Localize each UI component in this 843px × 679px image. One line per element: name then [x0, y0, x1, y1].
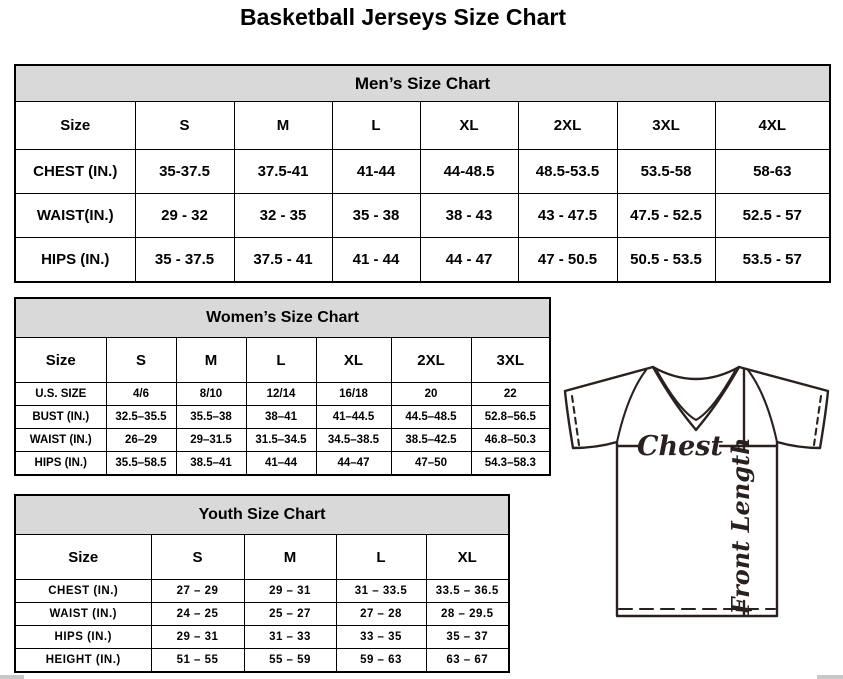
- right-armhole-seam: [748, 370, 777, 442]
- youth-column-header: XL: [426, 535, 509, 580]
- mens-size-cell: 44-48.5: [420, 150, 518, 194]
- womens-size-cell: 8/10: [176, 383, 246, 406]
- youth-size-cell: 35 – 37: [426, 626, 509, 649]
- youth-table-title: Youth Size Chart: [15, 495, 509, 535]
- womens-row-label: BUST (IN.): [15, 406, 106, 429]
- mens-size-cell: 37.5 - 41: [234, 238, 332, 283]
- womens-size-cell: 31.5–34.5: [246, 429, 316, 452]
- womens-table-title: Women’s Size Chart: [15, 298, 550, 338]
- womens-size-cell: 29–31.5: [176, 429, 246, 452]
- youth-size-header-row: [15, 535, 509, 580]
- womens-size-cell: 38.5–41: [176, 452, 246, 476]
- youth-column-header: M: [244, 535, 336, 580]
- womens-size-cell: 34.5–38.5: [316, 429, 391, 452]
- womens-size-cell: 41–44: [246, 452, 316, 476]
- womens-size-cell: 38.5–42.5: [391, 429, 471, 452]
- collar-back-arc: [653, 367, 739, 379]
- youth-table-row: [15, 649, 509, 673]
- womens-size-cell: 52.8–56.5: [471, 406, 550, 429]
- youth-column-header: S: [151, 535, 244, 580]
- youth-size-cell: 27 – 29: [151, 580, 244, 603]
- youth-column-header: Size: [15, 535, 151, 580]
- mens-size-table: [14, 64, 831, 283]
- mens-table-row: [15, 194, 830, 238]
- mens-size-cell: 29 - 32: [135, 194, 234, 238]
- womens-row-label: U.S. SIZE: [15, 383, 106, 406]
- scrollbar-fragment-left[interactable]: [0, 675, 24, 679]
- mens-size-cell: 35 - 38: [332, 194, 420, 238]
- youth-table-row: [15, 626, 509, 649]
- youth-size-cell: 55 – 59: [244, 649, 336, 673]
- womens-column-header: 3XL: [471, 338, 550, 383]
- left-cuff-dashed-line: [572, 396, 579, 445]
- womens-size-cell: 35.5–38: [176, 406, 246, 429]
- mens-size-cell: 41-44: [332, 150, 420, 194]
- womens-column-header: 2XL: [391, 338, 471, 383]
- youth-size-cell: 24 – 25: [151, 603, 244, 626]
- youth-size-cell: 27 – 28: [336, 603, 426, 626]
- mens-table-title: Men’s Size Chart: [15, 65, 830, 102]
- womens-title-row: [15, 298, 550, 338]
- womens-size-cell: 22: [471, 383, 550, 406]
- womens-column-header: L: [246, 338, 316, 383]
- mens-size-cell: 52.5 - 57: [715, 194, 830, 238]
- page-title: Basketball Jerseys Size Chart: [239, 4, 566, 30]
- mens-size-cell: 32 - 35: [234, 194, 332, 238]
- womens-size-cell: 44–47: [316, 452, 391, 476]
- youth-size-cell: 31 – 33.5: [336, 580, 426, 603]
- mens-size-cell: 53.5-58: [617, 150, 715, 194]
- front-length-label: Front Length: [726, 437, 755, 615]
- jersey-outline: [565, 367, 828, 616]
- womens-size-cell: 46.8–50.3: [471, 429, 550, 452]
- youth-title-row: [15, 495, 509, 535]
- womens-column-header: M: [176, 338, 246, 383]
- mens-size-cell: 35 - 37.5: [135, 238, 234, 283]
- mens-size-cell: 50.5 - 53.5: [617, 238, 715, 283]
- womens-column-header: S: [106, 338, 176, 383]
- mens-size-cell: 58-63: [715, 150, 830, 194]
- womens-size-cell: 4/6: [106, 383, 176, 406]
- youth-table-row: [15, 603, 509, 626]
- mens-column-header: M: [234, 102, 332, 150]
- mens-row-label: CHEST (IN.): [15, 150, 135, 194]
- womens-table-row: [15, 406, 550, 429]
- right-cuff-dashed-line: [814, 396, 821, 445]
- youth-size-cell: 59 – 63: [336, 649, 426, 673]
- womens-size-header-row: [15, 338, 550, 383]
- youth-size-cell: 29 – 31: [244, 580, 336, 603]
- youth-column-header: L: [336, 535, 426, 580]
- youth-row-label: HIPS (IN.): [15, 626, 151, 649]
- womens-size-cell: 54.3–58.3: [471, 452, 550, 476]
- womens-size-cell: 20: [391, 383, 471, 406]
- mens-size-cell: 37.5-41: [234, 150, 332, 194]
- youth-size-cell: 63 – 67: [426, 649, 509, 673]
- womens-size-cell: 32.5–35.5: [106, 406, 176, 429]
- mens-size-cell: 48.5-53.5: [518, 150, 617, 194]
- womens-size-cell: 38–41: [246, 406, 316, 429]
- youth-size-cell: 31 – 33: [244, 626, 336, 649]
- chest-label: Chest: [637, 431, 723, 462]
- mens-column-header: S: [135, 102, 234, 150]
- mens-size-cell: 43 - 47.5: [518, 194, 617, 238]
- jersey-measurement-diagram: [556, 358, 843, 626]
- youth-row-label: HEIGHT (IN.): [15, 649, 151, 673]
- mens-size-cell: 35-37.5: [135, 150, 234, 194]
- mens-size-cell: 38 - 43: [420, 194, 518, 238]
- womens-size-cell: 35.5–58.5: [106, 452, 176, 476]
- womens-size-cell: 16/18: [316, 383, 391, 406]
- youth-size-cell: 29 – 31: [151, 626, 244, 649]
- youth-row-label: WAIST (IN.): [15, 603, 151, 626]
- womens-size-cell: 44.5–48.5: [391, 406, 471, 429]
- mens-size-cell: 47 - 50.5: [518, 238, 617, 283]
- mens-row-label: WAIST(IN.): [15, 194, 135, 238]
- womens-size-cell: 47–50: [391, 452, 471, 476]
- womens-table-row: [15, 452, 550, 476]
- womens-column-header: XL: [316, 338, 391, 383]
- mens-row-label: HIPS (IN.): [15, 238, 135, 283]
- mens-table-row: [15, 150, 830, 194]
- womens-row-label: HIPS (IN.): [15, 452, 106, 476]
- womens-size-cell: 12/14: [246, 383, 316, 406]
- womens-column-header: Size: [15, 338, 106, 383]
- mens-column-header: 2XL: [518, 102, 617, 150]
- womens-table-row: [15, 429, 550, 452]
- womens-size-cell: 41–44.5: [316, 406, 391, 429]
- mens-column-header: L: [332, 102, 420, 150]
- mens-table-row: [15, 238, 830, 283]
- mens-title-row: [15, 65, 830, 102]
- jersey-diagram-svg: [556, 358, 843, 626]
- womens-table-row: [15, 383, 550, 406]
- youth-size-cell: 51 – 55: [151, 649, 244, 673]
- womens-size-table: [14, 297, 551, 476]
- mens-size-cell: 44 - 47: [420, 238, 518, 283]
- youth-size-table: [14, 494, 510, 673]
- youth-table-row: [15, 580, 509, 603]
- scrollbar-fragment-right[interactable]: [817, 675, 843, 679]
- womens-row-label: WAIST (IN.): [15, 429, 106, 452]
- mens-size-cell: 41 - 44: [332, 238, 420, 283]
- mens-size-cell: 47.5 - 52.5: [617, 194, 715, 238]
- mens-size-cell: 53.5 - 57: [715, 238, 830, 283]
- mens-column-header: Size: [15, 102, 135, 150]
- youth-row-label: CHEST (IN.): [15, 580, 151, 603]
- mens-column-header: 4XL: [715, 102, 830, 150]
- mens-size-header-row: [15, 102, 830, 150]
- youth-size-cell: 28 – 29.5: [426, 603, 509, 626]
- youth-size-cell: 33.5 – 36.5: [426, 580, 509, 603]
- womens-size-cell: 26–29: [106, 429, 176, 452]
- mens-column-header: 3XL: [617, 102, 715, 150]
- mens-column-header: XL: [420, 102, 518, 150]
- youth-size-cell: 25 – 27: [244, 603, 336, 626]
- youth-size-cell: 33 – 35: [336, 626, 426, 649]
